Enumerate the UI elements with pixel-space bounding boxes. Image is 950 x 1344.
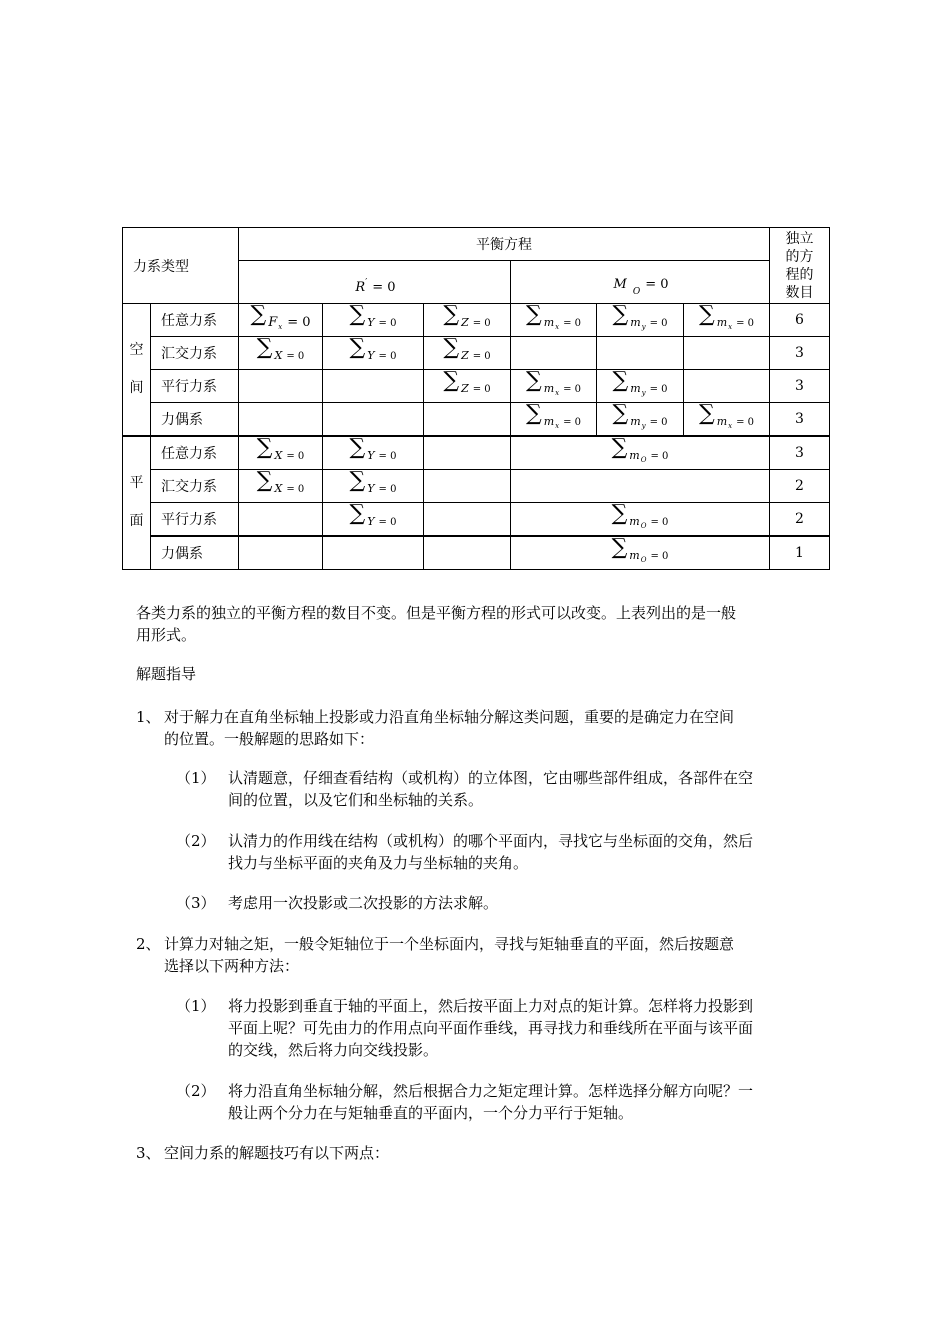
empty-cell — [239, 403, 323, 437]
equation-sum-X: ∑ X = 0 — [239, 470, 323, 503]
header-independent-count: 独立 的方 程的 数目 — [770, 228, 830, 304]
row-label: 汇交力系 — [151, 337, 239, 370]
empty-cell — [424, 436, 511, 470]
equation-sum-mO: ∑ m O = 0 — [511, 436, 770, 470]
row-label: 平行力系 — [151, 503, 239, 537]
table-row — [123, 304, 830, 337]
table-row — [123, 503, 830, 537]
table-row — [123, 337, 830, 370]
equation-sum-mx: ∑ m x = 0 — [684, 304, 770, 337]
equation-sum-my: ∑ m y = 0 — [597, 370, 684, 403]
table-row — [123, 470, 830, 503]
equation-sum-Z: ∑ Z = 0 — [424, 304, 511, 337]
equation-sum-Y: ∑ Y = 0 — [323, 470, 424, 503]
equation-sum-mO: ∑ m O = 0 — [511, 536, 770, 570]
equation-sum-my: ∑ m y = 0 — [597, 403, 684, 437]
empty-cell — [239, 503, 323, 537]
empty-cell — [684, 337, 770, 370]
row-label: 任意力系 — [151, 304, 239, 337]
equation-sum-mx: ∑ m x = 0 — [511, 403, 597, 437]
table-row — [123, 403, 830, 437]
sub-item: （2） 将力沿直角坐标轴分解，然后根据合力之矩定理计算。怎样选择分解方向呢？一 般让两个分力在与矩轴垂直的平面内，一个分力平行于矩轴。 — [176, 1082, 754, 1122]
equation-sum-mx: ∑ m x = 0 — [684, 403, 770, 437]
paragraph-note: 各类力系的独立的平衡方程的数目不变。但是平衡方程的形式可以改变。上表列出的是一般 用形式。 — [136, 604, 737, 644]
equation-sum-Z: ∑ Z = 0 — [424, 337, 511, 370]
equation-sum-mO: ∑ m O = 0 — [511, 503, 770, 537]
sub-item: （1） 认清题意，仔细查看结构（或机构）的立体图，它由哪些部件组成，各部件在空 间的位置，以及它们和坐标轴的关系。 — [176, 769, 754, 809]
group-space: 空 间 — [123, 304, 151, 437]
equilibrium-equations-table — [122, 227, 830, 570]
header-equilibrium-equation: 平衡方程 — [239, 228, 770, 261]
empty-cell — [511, 470, 770, 503]
header-force-type: 力系类型 — [123, 228, 239, 304]
empty-cell — [424, 470, 511, 503]
equation-sum-mx: ∑ m x = 0 — [511, 370, 597, 403]
list-item-3: 3、 空间力系的解题技巧有以下两点： — [136, 1144, 390, 1162]
empty-cell — [323, 536, 424, 570]
table-row — [123, 436, 830, 470]
empty-cell — [511, 337, 597, 370]
sub-item: （2） 认清力的作用线在结构（或机构）的哪个平面内，寻找它与坐标面的交角，然后 找力与坐标平面的夹角及力与坐标轴的夹角。 — [176, 832, 754, 872]
row-label: 汇交力系 — [151, 470, 239, 503]
empty-cell — [424, 536, 511, 570]
equation-sum-X: ∑ X = 0 — [239, 436, 323, 470]
sub-item: （1） 将力投影到垂直于轴的平面上，然后按平面上力对点的矩计算。怎样将力投影到 平面上呢？可先由力的作用点向平面作垂线，再寻找力和垂线所在平面与该平面 的交线，然后将力向交线投影。 — [176, 997, 754, 1059]
equation-sum-my: ∑ m y = 0 — [597, 304, 684, 337]
empty-cell — [239, 536, 323, 570]
equation-sum-Y: ∑ Y = 0 — [323, 436, 424, 470]
empty-cell — [684, 370, 770, 403]
equation-sum-Fx: ∑ F x = 0 — [239, 304, 323, 337]
row-count: 3 — [770, 337, 830, 370]
row-count: 1 — [770, 536, 830, 570]
row-count: 6 — [770, 304, 830, 337]
row-count: 3 — [770, 436, 830, 470]
header-moment-condition: M O = 0 — [511, 261, 770, 304]
table-row — [123, 536, 830, 570]
header-resultant-condition: R ′ = 0 — [239, 261, 511, 304]
table-row — [123, 370, 830, 403]
equation-sum-Y: ∑ Y = 0 — [323, 304, 424, 337]
row-count: 3 — [770, 370, 830, 403]
group-plane: 平 面 — [123, 436, 151, 570]
row-label: 平行力系 — [151, 370, 239, 403]
equation-sum-Y: ∑ Y = 0 — [323, 503, 424, 537]
row-count: 2 — [770, 503, 830, 537]
equation-sum-X: ∑ X = 0 — [239, 337, 323, 370]
empty-cell — [424, 403, 511, 437]
list-item-1: 1、 对于解力在直角坐标轴上投影或力沿直角坐标轴分解这类问题，重要的是确定力在空间 的位置。一般解题的思路如下： — [136, 708, 735, 748]
empty-cell — [239, 370, 323, 403]
row-label: 力偶系 — [151, 536, 239, 570]
row-label: 任意力系 — [151, 436, 239, 470]
list-item-2: 2、 计算力对轴之矩，一般令矩轴位于一个坐标面内，寻找与矩轴垂直的平面，然后按题意 选择以下两种方法： — [136, 935, 735, 975]
equation-sum-mx: ∑ m x = 0 — [511, 304, 597, 337]
empty-cell — [323, 370, 424, 403]
row-count: 3 — [770, 403, 830, 437]
sub-item: （3） 考虑用一次投影或二次投影的方法求解。 — [176, 894, 499, 912]
empty-cell — [424, 503, 511, 537]
row-count: 2 — [770, 470, 830, 503]
empty-cell — [597, 337, 684, 370]
equation-sum-Y: ∑ Y = 0 — [323, 337, 424, 370]
row-label: 力偶系 — [151, 403, 239, 437]
equation-sum-Z: ∑ Z = 0 — [424, 370, 511, 403]
empty-cell — [323, 403, 424, 437]
section-heading-guide: 解题指导 — [136, 665, 197, 683]
